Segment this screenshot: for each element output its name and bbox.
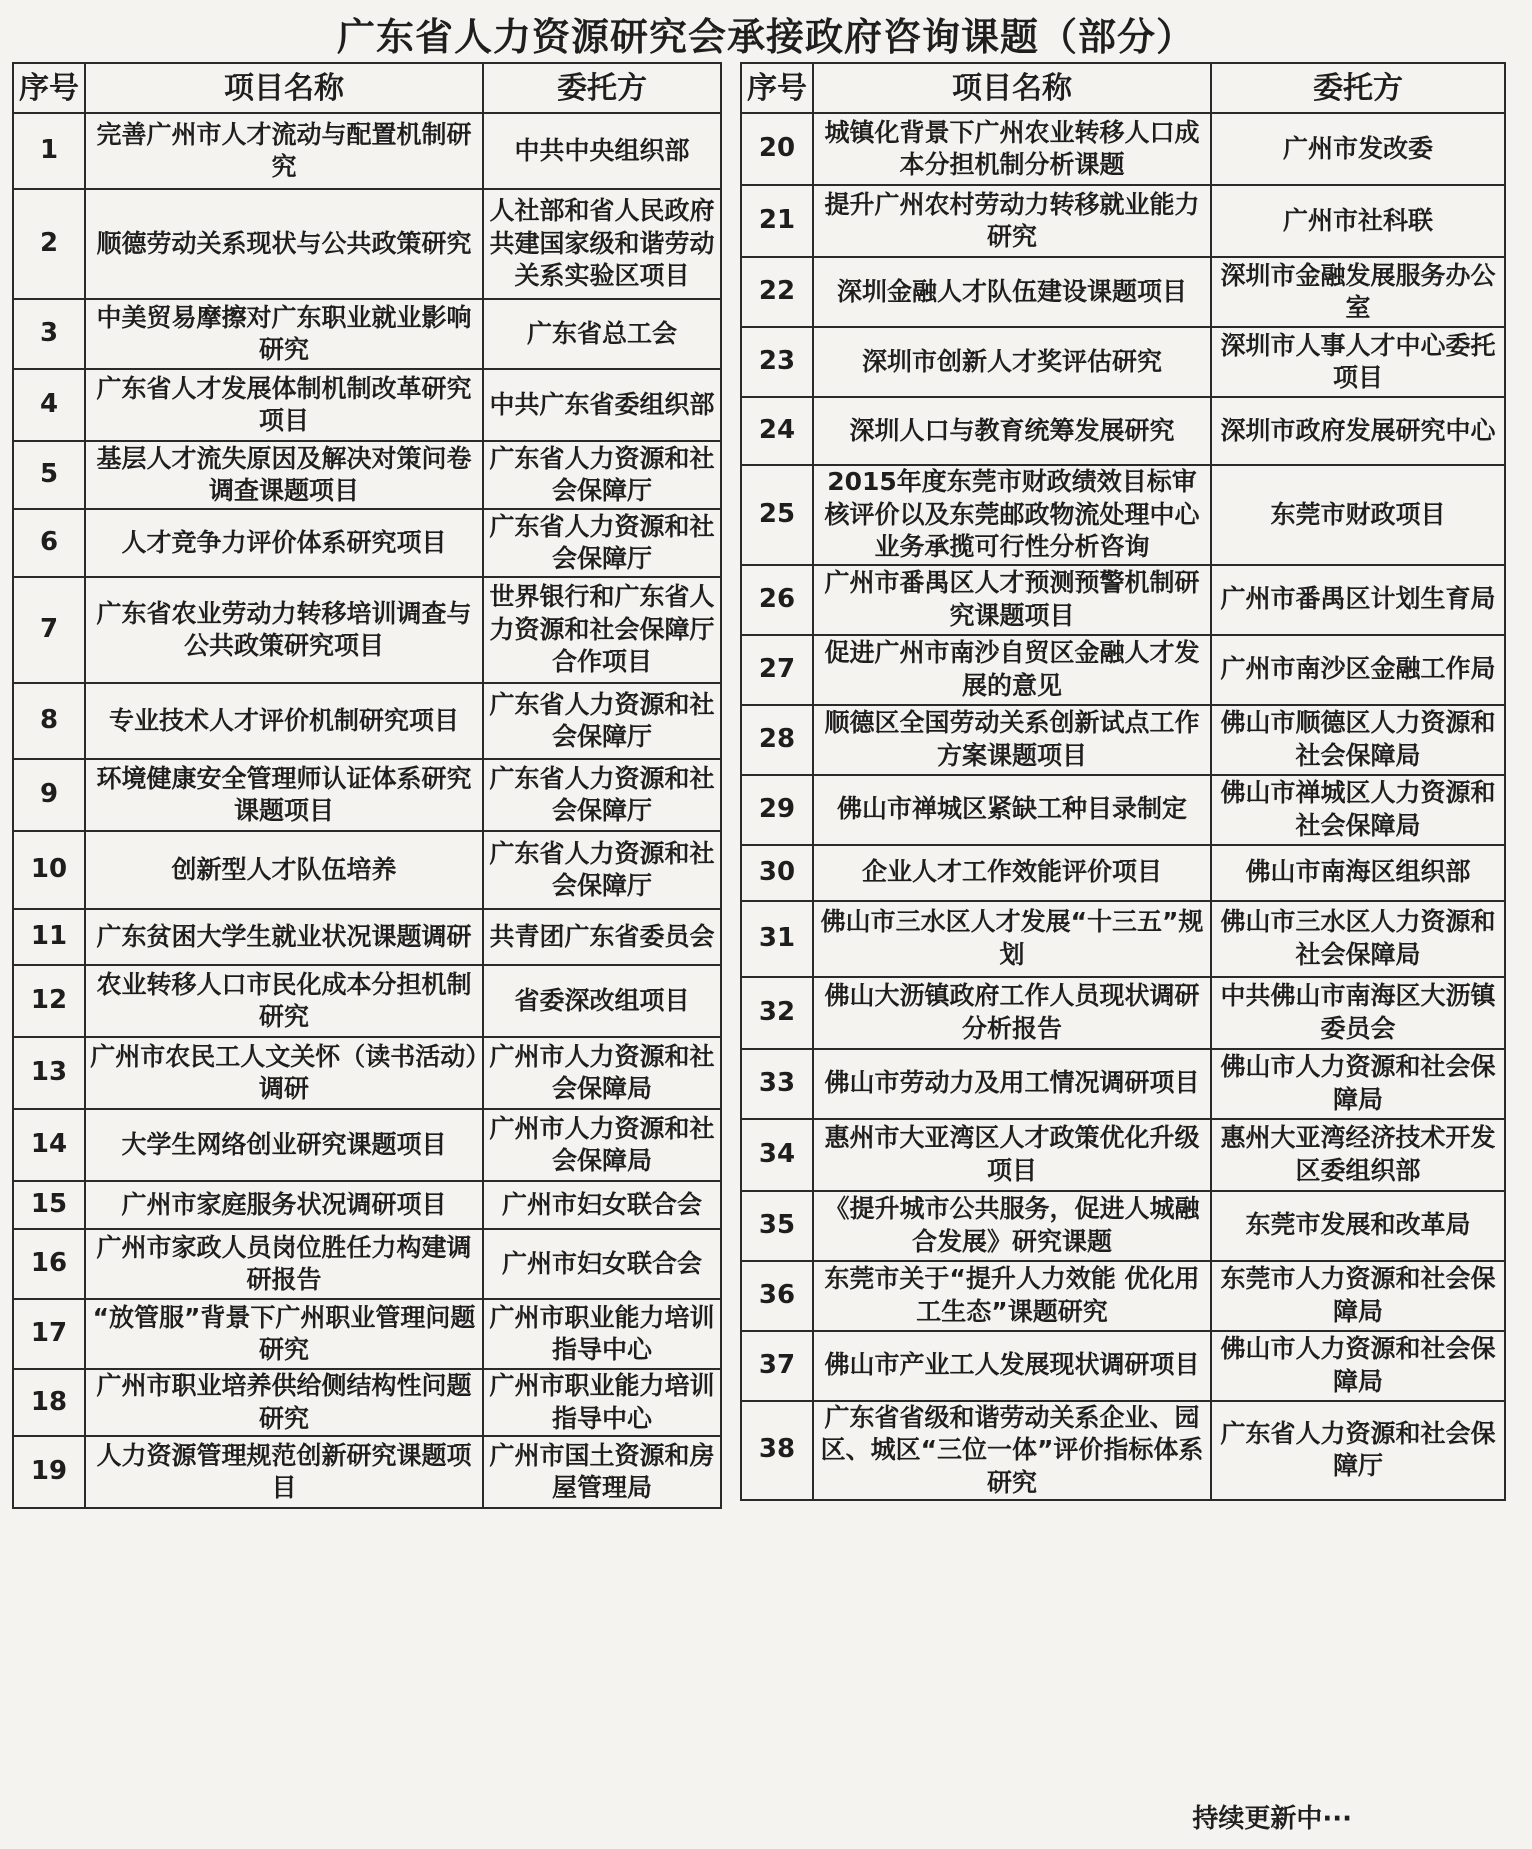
client-cell: 广州市妇女联合会 <box>483 1181 721 1229</box>
header-client: 委托方 <box>1211 63 1505 113</box>
client-cell: 中共中央组织部 <box>483 113 721 189</box>
page-title: 广东省人力资源研究会承接政府咨询课题（部分） <box>336 15 1195 59</box>
project-name-cell: 广州市番禺区人才预测预警机制研究课题项目 <box>813 565 1211 635</box>
client-cell: 佛山市顺德区人力资源和社会保障局 <box>1211 705 1505 775</box>
project-name-cell: 专业技术人才评价机制研究项目 <box>85 683 483 759</box>
client-cell: 广州市人力资源和社会保障局 <box>483 1037 721 1109</box>
client-cell: 佛山市南海区组织部 <box>1211 845 1505 901</box>
project-name-cell: 深圳人口与教育统筹发展研究 <box>813 397 1211 465</box>
project-name-cell: 东莞市关于“提升人力效能 优化用工生态”课题研究 <box>813 1261 1211 1331</box>
project-name-cell: 大学生网络创业研究课题项目 <box>85 1109 483 1181</box>
row-number: 9 <box>13 759 85 831</box>
client-cell: 中共佛山市南海区大沥镇委员会 <box>1211 977 1505 1049</box>
project-name-cell: 深圳金融人才队伍建设课题项目 <box>813 257 1211 327</box>
row-number: 32 <box>741 977 813 1049</box>
table-row <box>741 705 1505 775</box>
project-name-cell: 佛山市产业工人发展现状调研项目 <box>813 1331 1211 1401</box>
client-cell: 广东省总工会 <box>483 299 721 369</box>
table-row <box>741 565 1505 635</box>
client-cell: 共青团广东省委员会 <box>483 909 721 965</box>
row-number: 29 <box>741 775 813 845</box>
table-row <box>741 1401 1505 1501</box>
header-client: 委托方 <box>483 63 721 113</box>
project-name-cell: 顺德劳动关系现状与公共政策研究 <box>85 189 483 299</box>
client-cell: 东莞市财政项目 <box>1211 465 1505 565</box>
client-cell: 深圳市人事人才中心委托项目 <box>1211 327 1505 397</box>
table-row <box>741 257 1505 327</box>
row-number: 15 <box>13 1181 85 1229</box>
row-number: 1 <box>13 113 85 189</box>
table-row <box>13 577 721 683</box>
row-number: 25 <box>741 465 813 565</box>
row-number: 20 <box>741 113 813 185</box>
table-row <box>13 1229 721 1299</box>
project-name-cell: 广东省省级和谐劳动关系企业、园区、城区“三位一体”评价指标体系研究 <box>813 1401 1211 1501</box>
project-name-cell: 广东省农业劳动力转移培训调查与公共政策研究项目 <box>85 577 483 683</box>
project-name-cell: 惠州市大亚湾区人才政策优化升级项目 <box>813 1119 1211 1191</box>
client-cell: 广东省人力资源和社会保障厅 <box>483 831 721 909</box>
row-number: 19 <box>13 1436 85 1508</box>
client-cell: 广东省人力资源和社会保障厅 <box>483 441 721 509</box>
client-cell: 广州市社科联 <box>1211 185 1505 257</box>
row-number: 35 <box>741 1191 813 1261</box>
row-number: 2 <box>13 189 85 299</box>
row-number: 12 <box>13 965 85 1037</box>
client-cell: 惠州大亚湾经济技术开发区委组织部 <box>1211 1119 1505 1191</box>
row-number: 28 <box>741 705 813 775</box>
row-number: 36 <box>741 1261 813 1331</box>
client-cell: 广州市人力资源和社会保障局 <box>483 1109 721 1181</box>
table-row <box>13 299 721 369</box>
project-name-cell: 广州市家政人员岗位胜任力构建调研报告 <box>85 1229 483 1299</box>
row-number: 22 <box>741 257 813 327</box>
project-name-cell: 深圳市创新人才奖评估研究 <box>813 327 1211 397</box>
project-name-cell: 提升广州农村劳动力转移就业能力研究 <box>813 185 1211 257</box>
table-header <box>741 63 1505 113</box>
table-row <box>13 965 721 1037</box>
project-name-cell: 《提升城市公共服务，促进人城融合发展》研究课题 <box>813 1191 1211 1261</box>
project-name-cell: 2015年度东莞市财政绩效目标审核评价以及东莞邮政物流处理中心业务承揽可行性分析咨询 <box>813 465 1211 565</box>
table-row <box>741 901 1505 977</box>
client-cell: 广州市妇女联合会 <box>483 1229 721 1299</box>
client-cell: 东莞市发展和改革局 <box>1211 1191 1505 1261</box>
projects-table-right <box>740 62 1506 1501</box>
table-row <box>13 1037 721 1109</box>
client-cell: 广州市国土资源和房屋管理局 <box>483 1436 721 1508</box>
table-row <box>13 759 721 831</box>
projects-table-left <box>12 62 722 1509</box>
row-number: 21 <box>741 185 813 257</box>
table-row <box>741 397 1505 465</box>
row-number: 4 <box>13 369 85 441</box>
project-name-cell: 广州市职业培养供给侧结构性问题研究 <box>85 1369 483 1436</box>
row-number: 14 <box>13 1109 85 1181</box>
table-row <box>741 1049 1505 1119</box>
row-number: 30 <box>741 845 813 901</box>
table-row <box>13 1369 721 1436</box>
client-cell: 深圳市金融发展服务办公室 <box>1211 257 1505 327</box>
client-cell: 广东省人力资源和社会保障厅 <box>483 683 721 759</box>
table-row <box>741 635 1505 705</box>
client-cell: 广州市发改委 <box>1211 113 1505 185</box>
client-cell: 东莞市人力资源和社会保障局 <box>1211 1261 1505 1331</box>
table-row <box>13 369 721 441</box>
project-name-cell: 人才竞争力评价体系研究项目 <box>85 509 483 577</box>
client-cell: 佛山市人力资源和社会保障局 <box>1211 1049 1505 1119</box>
row-number: 34 <box>741 1119 813 1191</box>
table-row <box>741 775 1505 845</box>
row-number: 5 <box>13 441 85 509</box>
table-row <box>13 1436 721 1508</box>
row-number: 18 <box>13 1369 85 1436</box>
footer-note: 持续更新中··· <box>1192 1804 1352 1834</box>
table-row <box>13 1181 721 1229</box>
table-row <box>741 1119 1505 1191</box>
row-number: 7 <box>13 577 85 683</box>
table-row <box>741 113 1505 185</box>
client-cell: 广州市职业能力培训指导中心 <box>483 1369 721 1436</box>
client-cell: 省委深改组项目 <box>483 965 721 1037</box>
table-row <box>13 831 721 909</box>
table-header <box>13 63 721 113</box>
row-number: 37 <box>741 1331 813 1401</box>
project-name-cell: 创新型人才队伍培养 <box>85 831 483 909</box>
project-name-cell: 佛山市劳动力及用工情况调研项目 <box>813 1049 1211 1119</box>
project-name-cell: 城镇化背景下广州农业转移人口成本分担机制分析课题 <box>813 113 1211 185</box>
table-row <box>13 683 721 759</box>
client-cell: 广东省人力资源和社会保障厅 <box>483 759 721 831</box>
row-number: 33 <box>741 1049 813 1119</box>
project-name-cell: 环境健康安全管理师认证体系研究课题项目 <box>85 759 483 831</box>
row-number: 13 <box>13 1037 85 1109</box>
project-name-cell: 佛山市三水区人才发展“十三五”规划 <box>813 901 1211 977</box>
row-number: 26 <box>741 565 813 635</box>
row-number: 8 <box>13 683 85 759</box>
table-row <box>741 185 1505 257</box>
table-row <box>741 977 1505 1049</box>
project-name-cell: “放管服”背景下广州职业管理问题研究 <box>85 1299 483 1369</box>
header-project-name: 项目名称 <box>85 63 483 113</box>
table-row <box>13 189 721 299</box>
project-name-cell: 顺德区全国劳动关系创新试点工作方案课题项目 <box>813 705 1211 775</box>
row-number: 11 <box>13 909 85 965</box>
project-name-cell: 中美贸易摩擦对广东职业就业影响研究 <box>85 299 483 369</box>
table-row <box>741 845 1505 901</box>
client-cell: 广东省人力资源和社会保障厅 <box>483 509 721 577</box>
row-number: 10 <box>13 831 85 909</box>
header-number: 序号 <box>741 63 813 113</box>
client-cell: 深圳市政府发展研究中心 <box>1211 397 1505 465</box>
row-number: 24 <box>741 397 813 465</box>
row-number: 6 <box>13 509 85 577</box>
project-name-cell: 农业转移人口市民化成本分担机制研究 <box>85 965 483 1037</box>
project-name-cell: 广东省人才发展体制机制改革研究项目 <box>85 369 483 441</box>
table-row <box>741 1331 1505 1401</box>
client-cell: 广东省人力资源和社会保障厅 <box>1211 1401 1505 1501</box>
table-row <box>741 465 1505 565</box>
table-row <box>13 509 721 577</box>
header-project-name: 项目名称 <box>813 63 1211 113</box>
client-cell: 世界银行和广东省人力资源和社会保障厅合作项目 <box>483 577 721 683</box>
project-name-cell: 广州市家庭服务状况调研项目 <box>85 1181 483 1229</box>
row-number: 31 <box>741 901 813 977</box>
table-row <box>741 1261 1505 1331</box>
client-cell: 广州市番禺区计划生育局 <box>1211 565 1505 635</box>
client-cell: 中共广东省委组织部 <box>483 369 721 441</box>
row-number: 3 <box>13 299 85 369</box>
header-number: 序号 <box>13 63 85 113</box>
client-cell: 广州市南沙区金融工作局 <box>1211 635 1505 705</box>
table-row <box>13 1109 721 1181</box>
project-name-cell: 基层人才流失原因及解决对策问卷调查课题项目 <box>85 441 483 509</box>
project-name-cell: 广东贫困大学生就业状况课题调研 <box>85 909 483 965</box>
table-row <box>13 113 721 189</box>
project-name-cell: 企业人才工作效能评价项目 <box>813 845 1211 901</box>
table-row <box>741 327 1505 397</box>
row-number: 27 <box>741 635 813 705</box>
project-name-cell: 完善广州市人才流动与配置机制研究 <box>85 113 483 189</box>
client-cell: 佛山市三水区人力资源和社会保障局 <box>1211 901 1505 977</box>
client-cell: 广州市职业能力培训指导中心 <box>483 1299 721 1369</box>
project-name-cell: 促进广州市南沙自贸区金融人才发展的意见 <box>813 635 1211 705</box>
row-number: 38 <box>741 1401 813 1501</box>
table-row <box>741 1191 1505 1261</box>
project-name-cell: 广州市农民工人文关怀（读书活动）调研 <box>85 1037 483 1109</box>
row-number: 23 <box>741 327 813 397</box>
client-cell: 佛山市禅城区人力资源和社会保障局 <box>1211 775 1505 845</box>
table-row <box>13 909 721 965</box>
project-name-cell: 佛山大沥镇政府工作人员现状调研分析报告 <box>813 977 1211 1049</box>
client-cell: 佛山市人力资源和社会保障局 <box>1211 1331 1505 1401</box>
row-number: 16 <box>13 1229 85 1299</box>
project-name-cell: 佛山市禅城区紧缺工种目录制定 <box>813 775 1211 845</box>
table-row <box>13 1299 721 1369</box>
table-row <box>13 441 721 509</box>
row-number: 17 <box>13 1299 85 1369</box>
client-cell: 人社部和省人民政府共建国家级和谐劳动关系实验区项目 <box>483 189 721 299</box>
project-name-cell: 人力资源管理规范创新研究课题项目 <box>85 1436 483 1508</box>
